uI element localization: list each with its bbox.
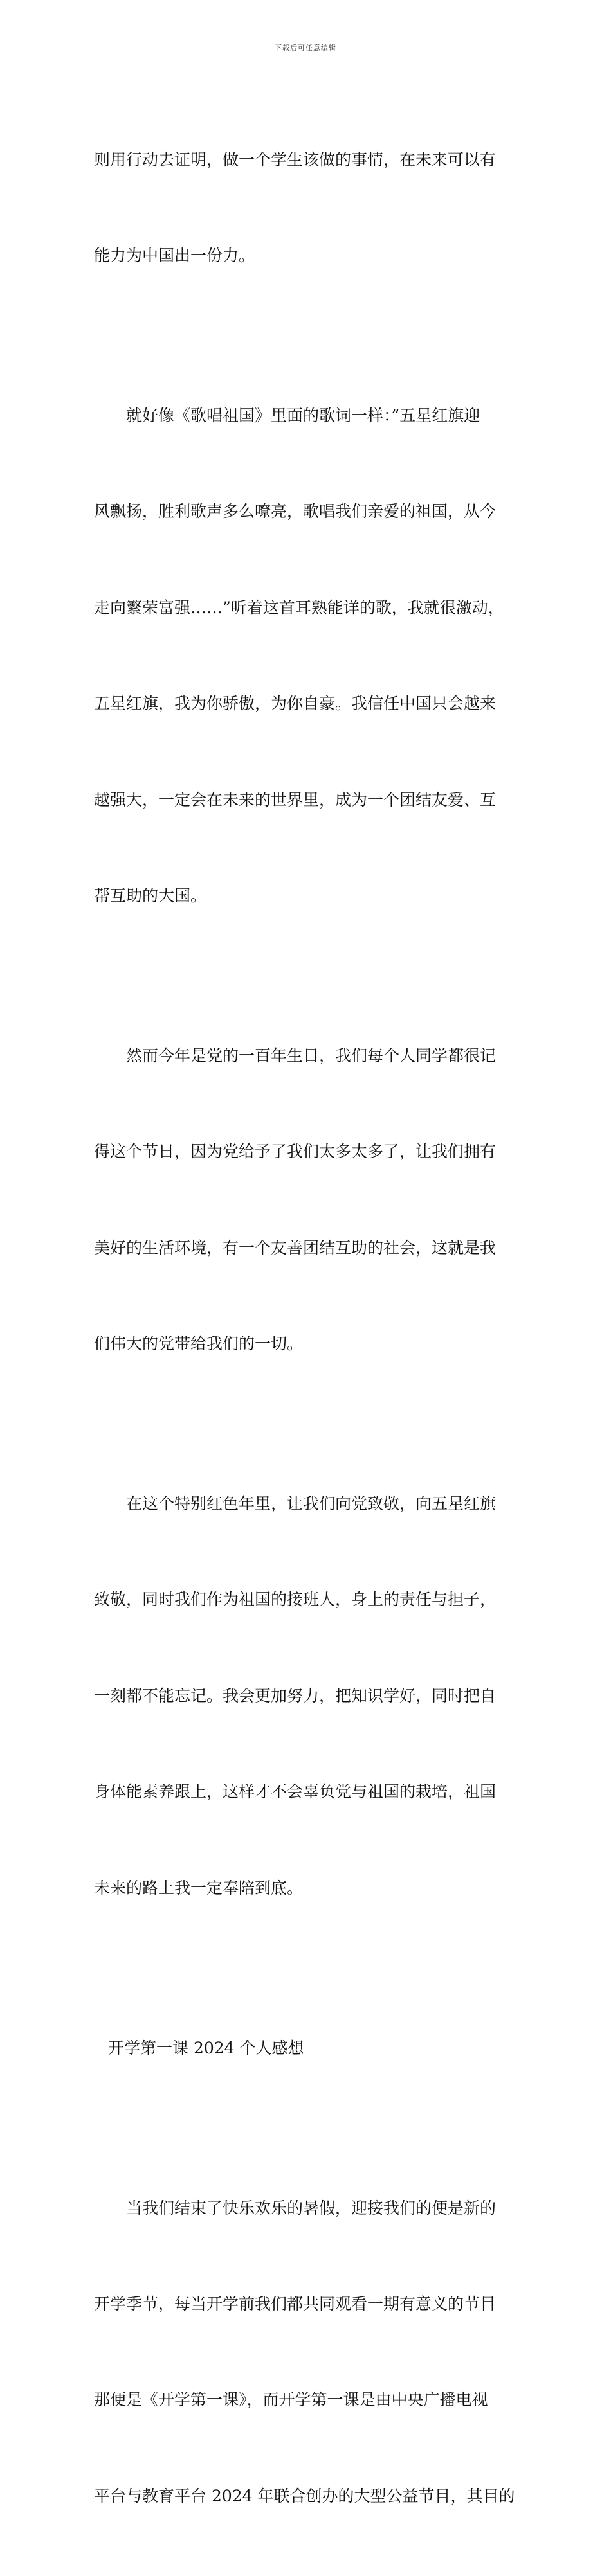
section-heading xyxy=(94,1968,525,2128)
text-line: 则用行动去证明，做一个学生该做的事情，在未来可以有 xyxy=(94,150,497,169)
text-line: 们伟大的党带给我们的一切。 xyxy=(94,1334,304,1354)
text-line-content: 就好像《歌唱祖国》里面的歌词一样：”五星红旗迎 xyxy=(126,406,480,425)
text-line: 那便是《开学第一课》，而开学第一课是由中央广播电视 xyxy=(94,2390,488,2410)
text-line xyxy=(94,2032,525,2064)
text-line: 五星红旗，我为你骄傲，为你自豪。我信任中国只会越来 xyxy=(94,694,497,713)
text-line: 走向繁荣富强……”听着这首耳熟能详的歌，我就很激动， xyxy=(94,598,504,617)
text-line-content: 在这个特别红色年里，让我们向党致敬，向五星红旗 xyxy=(126,1494,497,1514)
paragraph xyxy=(94,80,525,335)
text-line: 能力为中国出一份力。 xyxy=(94,246,255,265)
text-line: 得这个节日，因为党给予了我们太多太多了，让我们拥有 xyxy=(94,1142,497,1161)
text-line: 越强大，一定会在未来的世界里，成为一个团结友爱、互 xyxy=(94,790,497,809)
text-line xyxy=(94,2192,525,2224)
text-line: 身体能素养跟上，这样才不会辜负党与祖国的栽培，祖国 xyxy=(94,1782,497,1802)
section-heading-text: 开学第一课 2024 个人感想 xyxy=(108,2038,304,2057)
text-line xyxy=(94,1488,525,1520)
text-line-content: 当我们结束了快乐欢乐的暑假，迎接我们的便是新的 xyxy=(126,2198,497,2217)
paragraph xyxy=(94,1424,525,1968)
text-line: 未来的路上我一定奉陪到底。 xyxy=(94,1878,304,1897)
text-line: 开学季节，每当开学前我们都共同观看一期有意义的节目 xyxy=(94,2294,497,2313)
text-line: 一刻都不能忘记。我会更加努力，把知识学好，同时把自 xyxy=(94,1686,497,1705)
text-line: 风飘扬，胜利歌声多么嘹亮，歌唱我们亲爱的祖国，从今 xyxy=(94,502,497,521)
text-line-content: 然而今年是党的一百年生日，我们每个人同学都很记 xyxy=(126,1046,497,1065)
text-line xyxy=(94,400,525,432)
paragraph xyxy=(94,976,525,1424)
document-body xyxy=(94,80,525,2576)
text-line: 平台与教育平台 2024 年联合创办的大型公益节目，其目的 xyxy=(94,2486,515,2505)
page-header-note: 下载后可任意编辑 xyxy=(275,44,336,52)
text-line: 美好的生活环境，有一个友善团结互助的社会，这就是我 xyxy=(94,1238,497,1257)
paragraph xyxy=(94,2128,525,2576)
text-line: 帮互助的大国。 xyxy=(94,886,207,905)
paragraph xyxy=(94,335,525,976)
text-line: 致敬，同时我们作为祖国的接班人，身上的责任与担子， xyxy=(94,1590,497,1609)
text-line xyxy=(94,1040,525,1072)
